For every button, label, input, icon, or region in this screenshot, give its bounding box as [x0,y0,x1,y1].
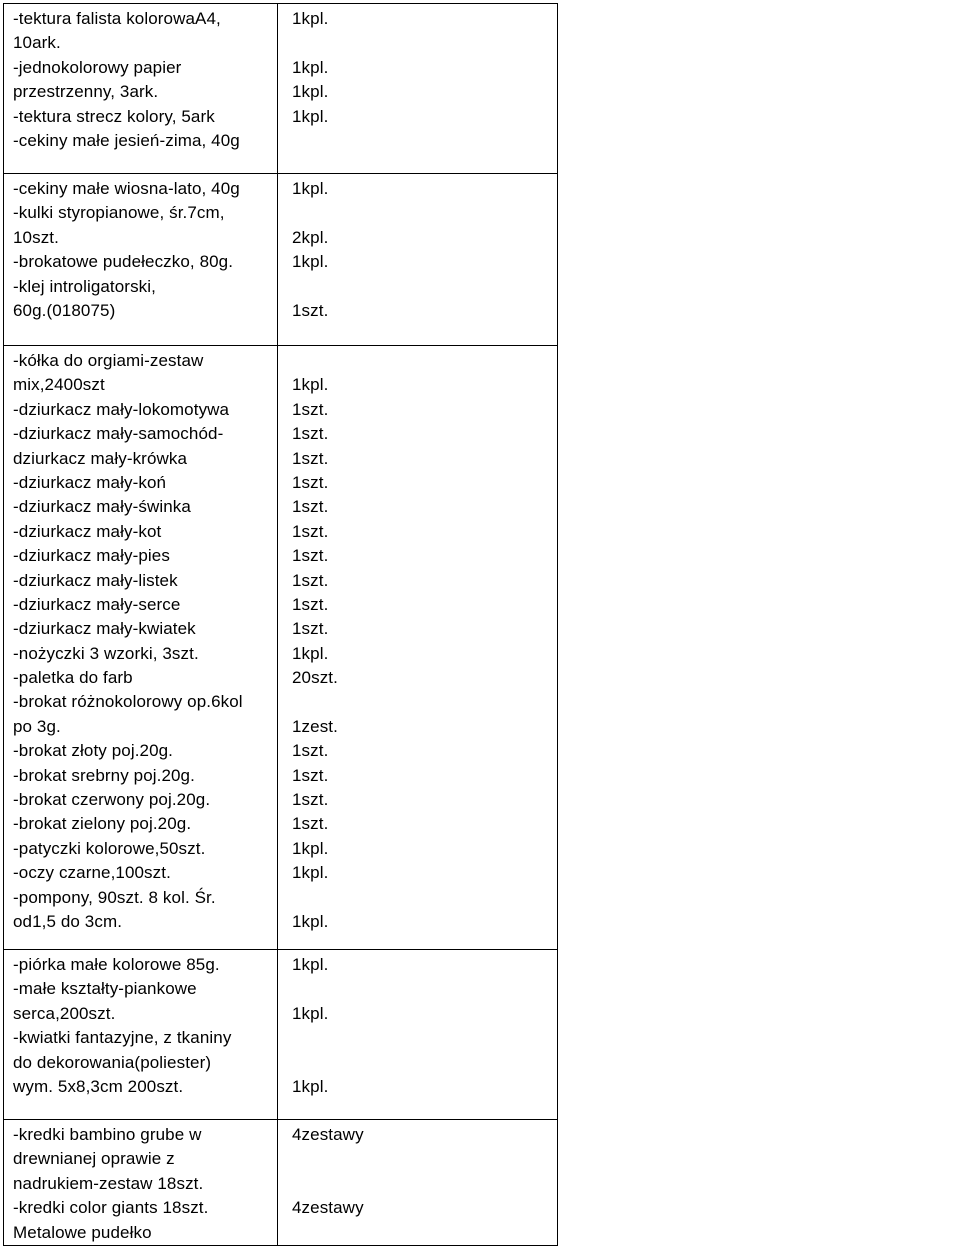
description-line: -brokatowe pudełeczko, 80g. [13,252,234,272]
description-line: 60g.(018075) [13,300,116,320]
description-lines [4,174,277,323]
description-line: -dziurkacz mały-pies [13,546,170,566]
description-line: -kółka do orgiami-zestaw [13,351,204,370]
description-line: Metalowe pudełko [13,1222,152,1242]
description-line: -dziurkacz mały-lokomotywa [13,399,230,419]
description-line: drewnianej oprawie z [13,1149,175,1169]
quantity-lines [278,4,557,153]
description-lines [4,4,277,153]
quantity-lines [278,950,557,1099]
description-cell [4,1120,278,1246]
description-cell [4,950,278,1120]
quantity-line: 1szt. [292,472,329,492]
description-line: -oczy czarne,100szt. [13,863,171,883]
description-line: -dziurkacz mały-serce [13,594,181,614]
description-line: -brokat zielony poj.20g. [13,814,192,834]
quantity-line: 1kpl. [292,9,329,28]
description-line: -dziurkacz mały-listek [13,570,178,590]
quantity-line: 20szt. [292,668,338,688]
description-line: -kulki styropianowe, śr.7cm, [13,203,225,223]
quantity-line: 1kpl. [292,82,329,102]
quantity-line: 1kpl. [292,1076,329,1096]
description-cell [4,4,278,174]
quantity-line: 1szt. [292,594,329,614]
description-line: -piórka małe kolorowe 85g. [13,955,220,974]
quantity-line [292,201,549,225]
description-cell [4,346,278,950]
quantity-line: 1kpl. [292,955,329,974]
quantity-line: 1szt. [292,300,329,320]
quantity-line [292,1026,549,1050]
description-line: -kredki color giants 18szt. [13,1198,209,1218]
quantity-line: 1szt. [292,448,329,468]
description-line: -cekiny małe wiosna-lato, 40g [13,179,240,198]
quantity-line [292,349,549,373]
quantity-line [292,1172,549,1196]
description-line: -brokat różnokolorowy op.6kol [13,692,243,712]
quantity-line: 4zestawy [292,1125,364,1144]
quantity-line [292,690,549,714]
quantity-line: 1szt. [292,765,329,785]
description-line: -paletka do farb [13,668,133,688]
quantity-cell [278,346,558,950]
quantity-line: 1szt. [292,546,329,566]
description-line: -brokat złoty poj.20g. [13,741,174,761]
description-line: -patyczki kolorowe,50szt. [13,838,206,858]
quantity-line: 1szt. [292,399,329,419]
quantity-lines [278,174,557,323]
description-line: -brokat srebrny poj.20g. [13,765,195,785]
description-line: -kredki bambino grube w [13,1125,202,1144]
quantity-line: 1szt. [292,619,329,639]
description-line: do dekorowania(poliester) [13,1052,212,1072]
table-row [4,346,558,950]
quantity-line: 1szt. [292,814,329,834]
description-line: serca,200szt. [13,1003,116,1023]
quantity-line [292,886,549,910]
description-line: po 3g. [13,716,61,736]
description-line: -dziurkacz mały-kot [13,521,162,541]
quantity-line [292,1147,549,1171]
table-row [4,1120,558,1246]
quantity-line: 1kpl. [292,252,329,272]
quantity-line: 1kpl. [292,838,329,858]
quantity-cell [278,174,558,346]
description-line: przestrzenny, 3ark. [13,82,159,102]
quantity-line: 1zest. [292,716,338,736]
description-line: -pompony, 90szt. 8 kol. Śr. [13,887,216,907]
table-row [4,4,558,174]
description-line: -dziurkacz mały-kwiatek [13,619,196,639]
supply-table [3,3,558,1246]
description-line: nadrukiem-zestaw 18szt. [13,1173,204,1193]
description-line: wym. 5x8,3cm 200szt. [13,1076,184,1096]
quantity-cell [278,4,558,174]
quantity-line: 1kpl. [292,1003,329,1023]
description-lines [4,1120,277,1245]
quantity-line: 1szt. [292,424,329,444]
quantity-line: 1kpl. [292,179,329,198]
quantity-cell [278,1120,558,1246]
description-line: -kwiatki fantazyjne, z tkaniny [13,1028,232,1048]
quantity-line: 2kpl. [292,227,329,247]
quantity-lines [278,346,557,934]
description-cell [4,174,278,346]
description-line: mix,2400szt [13,375,105,395]
description-line: -dziurkacz mały-koń [13,472,167,492]
quantity-line: 1kpl. [292,57,329,77]
quantity-line: 1kpl. [292,911,329,931]
quantity-line: 1szt. [292,570,329,590]
quantity-line: 1kpl. [292,375,329,395]
quantity-line: 1szt. [292,521,329,541]
description-line: -tektura falista kolorowaA4, [13,9,221,28]
quantity-line [292,977,549,1001]
description-line: -cekiny małe jesień-zima, 40g [13,130,240,150]
description-line: dziurkacz mały-krówka [13,448,188,468]
quantity-line: 1szt. [292,741,329,761]
quantity-line: 1kpl. [292,863,329,883]
quantity-line [292,1051,549,1075]
description-lines [4,950,277,1099]
description-line: 10szt. [13,227,59,247]
table-row [4,950,558,1120]
quantity-lines [278,1120,557,1245]
description-line: -jednokolorowy papier [13,57,182,77]
description-line: -dziurkacz mały-samochód- [13,424,224,444]
description-line: -nożyczki 3 wzorki, 3szt. [13,643,199,663]
quantity-line [292,275,549,299]
description-line: -klej introligatorski, [13,276,156,296]
quantity-line: 1szt. [292,790,329,810]
description-line: -tektura strecz kolory, 5ark [13,106,215,126]
supply-table-body [4,4,558,1246]
quantity-line: 1kpl. [292,106,329,126]
quantity-line: 4zestawy [292,1198,364,1218]
quantity-line [292,1221,549,1245]
description-line: -brokat czerwony poj.20g. [13,790,211,810]
table-row [4,174,558,346]
quantity-line: 1kpl. [292,643,329,663]
quantity-line [292,129,549,153]
description-line: 10ark. [13,33,61,53]
description-line: od1,5 do 3cm. [13,911,123,931]
description-line: -małe kształty-piankowe [13,979,197,999]
quantity-line [292,31,549,55]
quantity-line: 1szt. [292,497,329,517]
description-line: -dziurkacz mały-świnka [13,497,191,517]
description-lines [4,346,277,934]
quantity-cell [278,950,558,1120]
